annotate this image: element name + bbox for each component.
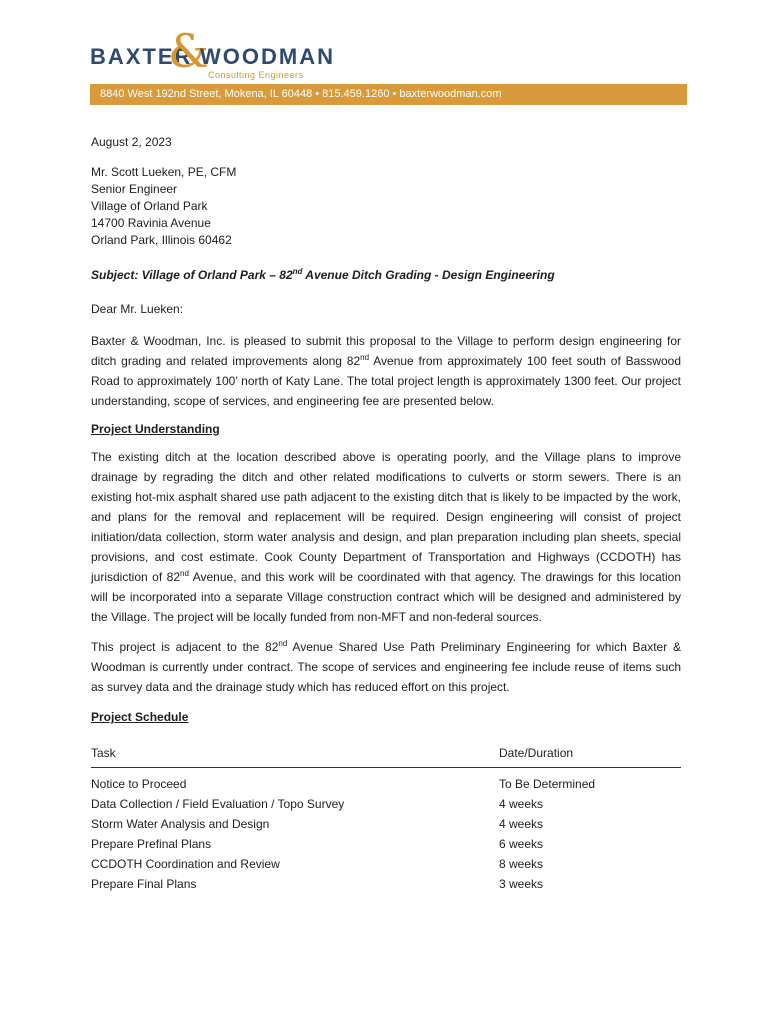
duration-cell: 4 weeks	[499, 817, 544, 831]
intro-text: Baxter & Woodman, Inc. is pleased to submit this proposal to the Village to perform design engineering for ditch grading and related improvements along 82	[91, 334, 681, 368]
column-header-task: Task	[91, 743, 499, 768]
table-row	[91, 814, 681, 834]
logo-word-woodman: WOODMAN	[200, 44, 335, 69]
subject-text-end: Avenue Ditch Grading - Design Engineering	[302, 268, 555, 282]
duration-cell: 8 weeks	[499, 857, 544, 871]
logo-tagline: Consulting Engineers	[208, 70, 304, 80]
table-row	[91, 774, 681, 794]
understanding-text: The existing ditch at the location described above is operating poorly, and the Village plans to improve drainage by regrading the ditch and other related modifications to culverts or storm sewers. There is an existing hot-mix asphalt shared use path adjacent to the existing ditch that is likely to be impacted by the work, and plans for the removal and replacement will be required. Design engineering will consist of project initiation/data collection, storm water analysis and design, and plan preparation including plan sheets, special provisions, and cost estimate. Cook County Department of Transportation and Highways (CCDOTH) has jurisdiction of 82	[91, 450, 681, 584]
recipient-line: 14700 Ravinia Avenue	[91, 216, 211, 230]
recipient-line: Village of Orland Park	[91, 199, 208, 213]
recipient-line: Mr. Scott Lueken, PE, CFM	[91, 165, 237, 179]
adjacent-project-paragraph	[91, 637, 681, 697]
section-heading-understanding: Project Understanding	[91, 422, 220, 436]
task-cell: CCDOTH Coordination and Review	[91, 857, 280, 871]
letter-body	[91, 128, 681, 894]
salutation: Dear Mr. Lueken:	[91, 302, 184, 316]
section-heading-schedule: Project Schedule	[91, 710, 189, 724]
column-header-duration: Date/Duration	[499, 743, 681, 768]
task-cell: Prepare Final Plans	[91, 877, 197, 891]
adjacent-text-end: Avenue Shared Use Path Preliminary Engineering for which Baxter & Woodman is currently under contract. The scope of services and engineering fee include reuse of items such as survey data and the drainage study which has reduced effort on this project.	[91, 640, 682, 694]
intro-paragraph	[91, 331, 681, 411]
understanding-text-end: Avenue, and this work will be coordinated with that agency. The drawings for this location will be incorporated into a separate Village construction contract which will be designed and administered by the Village. The project will be locally funded from non-MFT and non-federal sources.	[91, 570, 681, 624]
recipient-line: Senior Engineer	[91, 182, 178, 196]
duration-cell: 4 weeks	[499, 797, 544, 811]
table-row	[91, 874, 681, 894]
understanding-paragraph	[91, 447, 681, 627]
subject-text: Subject: Village of Orland Park – 82	[91, 268, 293, 282]
letterhead-address-bar: 8840 West 192nd Street, Mokena, IL 60448 • 815.459.1260 • baxterwoodman.com	[90, 84, 687, 105]
schedule-header-row	[91, 743, 681, 768]
table-row	[91, 794, 681, 814]
task-cell: Prepare Prefinal Plans	[91, 837, 212, 851]
duration-cell: 3 weeks	[499, 877, 544, 891]
letter-date: August 2, 2023	[91, 135, 172, 149]
adjacent-sup: nd	[278, 639, 288, 648]
table-row	[91, 854, 681, 874]
intro-sup: nd	[360, 353, 370, 362]
table-row	[91, 834, 681, 854]
subject-sup: nd	[292, 267, 303, 276]
duration-cell: To Be Determined	[499, 777, 596, 791]
subject-line	[91, 265, 681, 285]
company-logo	[90, 24, 335, 82]
adjacent-text: This project is adjacent to the 82	[91, 640, 279, 654]
logo-ampersand: &	[168, 24, 209, 78]
duration-cell: 6 weeks	[499, 837, 544, 851]
understanding-sup: nd	[180, 569, 189, 578]
task-cell: Notice to Proceed	[91, 777, 187, 791]
logo-word-baxter: BAXTER	[90, 44, 193, 69]
task-cell: Storm Water Analysis and Design	[91, 817, 270, 831]
schedule-table	[91, 743, 681, 894]
recipient-line: Orland Park, Illinois 60462	[91, 233, 232, 247]
task-cell: Data Collection / Field Evaluation / Topo Survey	[91, 797, 345, 811]
intro-text-end: Avenue from approximately 100 feet south of Basswood Road to approximately 100’ north of Katy Lane. The total project length is approximately 1300 feet. Our project understanding, scope of services, and engineering fee are presented below.	[91, 354, 681, 408]
recipient-address	[91, 164, 681, 249]
